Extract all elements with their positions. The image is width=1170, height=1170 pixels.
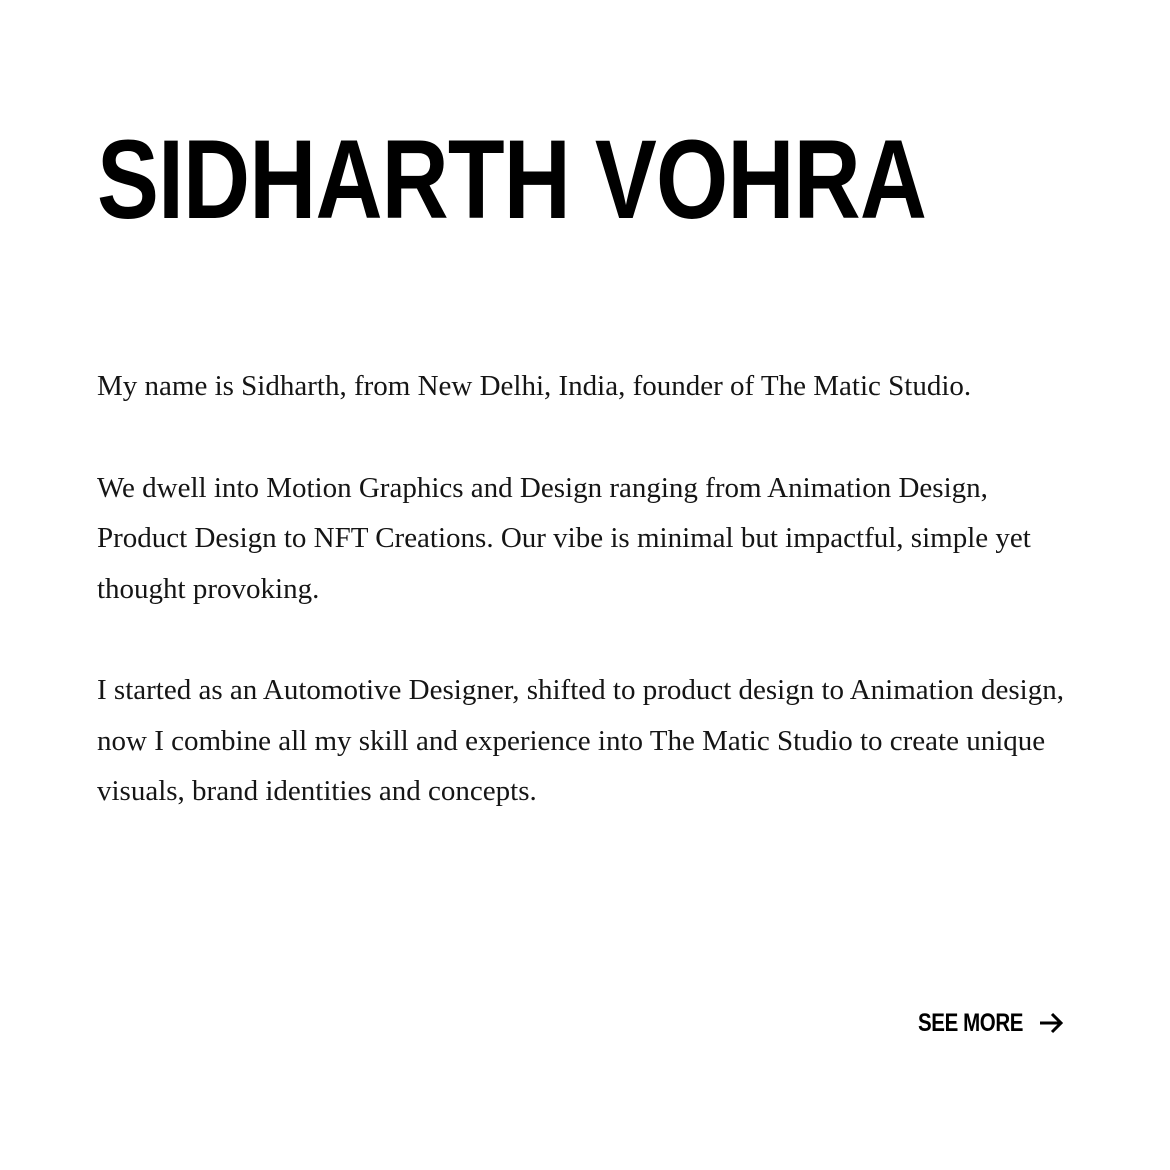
- arrow-right-icon: [1039, 1012, 1064, 1034]
- see-more-label: SEE MORE: [918, 1009, 1023, 1037]
- bio-paragraph-background: I started as an Automotive Designer, shifted to product design to Animation design, now I combine all my skill and experience into The Matic Studio to create unique visuals, brand identities and concepts.: [97, 674, 1064, 807]
- see-more-button[interactable]: [895, 1004, 1064, 1042]
- bio-section: [97, 361, 1082, 868]
- bio-paragraph-intro: My name is Sidharth, from New Delhi, India, founder of The Matic Studio.: [97, 370, 972, 402]
- bio-paragraph-services: We dwell into Motion Graphics and Design ranging from Animation Design, Product Design to NFT Creations. Our vibe is minimal but impactful, simple yet thought provoking.: [97, 471, 1031, 605]
- page-title: SIDHARTH VOHRA: [97, 116, 927, 242]
